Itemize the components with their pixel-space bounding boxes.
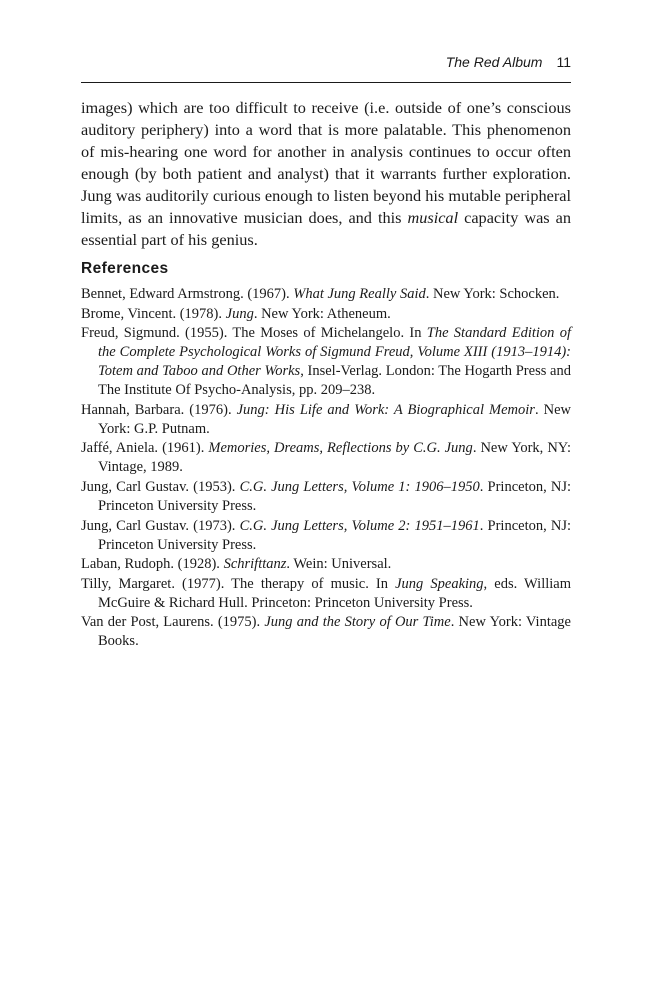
reference-title: Jung xyxy=(225,305,254,322)
reference-item xyxy=(81,285,571,304)
reference-item xyxy=(81,517,571,555)
reference-item xyxy=(81,555,571,574)
reference-title: Schrifttanz xyxy=(223,556,287,573)
reference-text: . Princeton, NJ: Princeton University Press. xyxy=(98,517,572,553)
reference-title: Jung Speaking xyxy=(395,575,484,592)
reference-text: Bennet, Edward Armstrong. (1967). xyxy=(81,286,294,302)
reference-text: Jung, Carl Gustav. (1953). xyxy=(81,478,240,495)
body-text-run: capacity was an essential part of his genius. xyxy=(81,208,571,249)
reference-title: C.G. Jung Letters, Volume 1: 1906–1950 xyxy=(239,478,480,495)
reference-text: Hannah, Barbara. (1976). xyxy=(81,401,237,418)
reference-text: , eds. William McGuire & Richard Hull. Princeton: Princeton University Press. xyxy=(98,575,571,611)
reference-text: Tilly, Margaret. (1977). The therapy of music. In xyxy=(81,575,396,592)
reference-item xyxy=(81,305,571,324)
reference-text: Van der Post, Laurens. (1975). xyxy=(81,614,265,631)
reference-title: Memories, Dreams, Reflections by C.G. Jung xyxy=(208,440,473,457)
reference-text: Freud, Sigmund. (1955). The Moses of Michelangelo. In xyxy=(81,325,427,342)
reference-item xyxy=(81,324,571,400)
reference-text: . New York: Atheneum. xyxy=(253,305,391,322)
body-text-italic: musical xyxy=(407,208,459,227)
reference-title: Jung and the Story of Our Time xyxy=(264,614,451,631)
reference-text: Brome, Vincent. (1978). xyxy=(81,305,226,322)
reference-title: C.G. Jung Letters, Volume 2: 1951–1961 xyxy=(239,517,480,534)
reference-text: Jaffé, Aniela. (1961). xyxy=(81,440,209,457)
reference-title: What Jung Really Said xyxy=(293,286,426,302)
reference-text: , Insel-Verlag. London: The Hogarth Press and The Institute Of Psycho-Analysis, pp. 209–238. xyxy=(98,363,571,399)
reference-text: . New York: Schocken. xyxy=(425,286,560,302)
reference-text: . New York: Vintage Books. xyxy=(98,614,571,650)
reference-title: Jung: His Life and Work: A Biographical Memoir xyxy=(236,401,535,418)
reference-text: Laban, Rudoph. (1928). xyxy=(81,556,224,573)
references-list xyxy=(81,285,571,652)
reference-item xyxy=(81,613,571,651)
reference-item xyxy=(81,401,571,439)
reference-text: . New York, NY: Vintage, 1989. xyxy=(98,440,571,476)
running-head xyxy=(81,53,571,71)
reference-text: . Wein: Universal. xyxy=(286,556,392,573)
reference-item xyxy=(81,478,571,516)
body-text-run: images) which are too difficult to receive (i.e. outside of one’s conscious auditory periphery) into a word that is more palatable. This phenomenon of mis-hearing one word for another in analysis continues to occur often enough (by both patient and analyst) that it warrants further exploration. Jung was auditorily curious enough to listen beyond his mutable peripheral limits, as an innovative musician does, and this xyxy=(81,98,571,227)
reference-text: . New York: G.P. Putnam. xyxy=(98,401,571,437)
page-number: 11 xyxy=(556,54,571,70)
body-paragraph xyxy=(81,97,571,251)
reference-text: Jung, Carl Gustav. (1973). xyxy=(81,517,240,534)
header-rule xyxy=(81,82,571,83)
book-page xyxy=(81,0,571,1000)
running-head-title: The Red Album xyxy=(445,54,543,70)
reference-title: The Standard Edition of the Complete Psychological Works of Sigmund Freud, Volume XIII (1913–1914): Totem and Taboo and Other Works xyxy=(98,325,571,380)
reference-text: . Princeton, NJ: Princeton University Press. xyxy=(98,478,572,514)
references-heading: References xyxy=(81,260,169,277)
reference-item xyxy=(81,439,571,477)
reference-item xyxy=(81,575,571,613)
